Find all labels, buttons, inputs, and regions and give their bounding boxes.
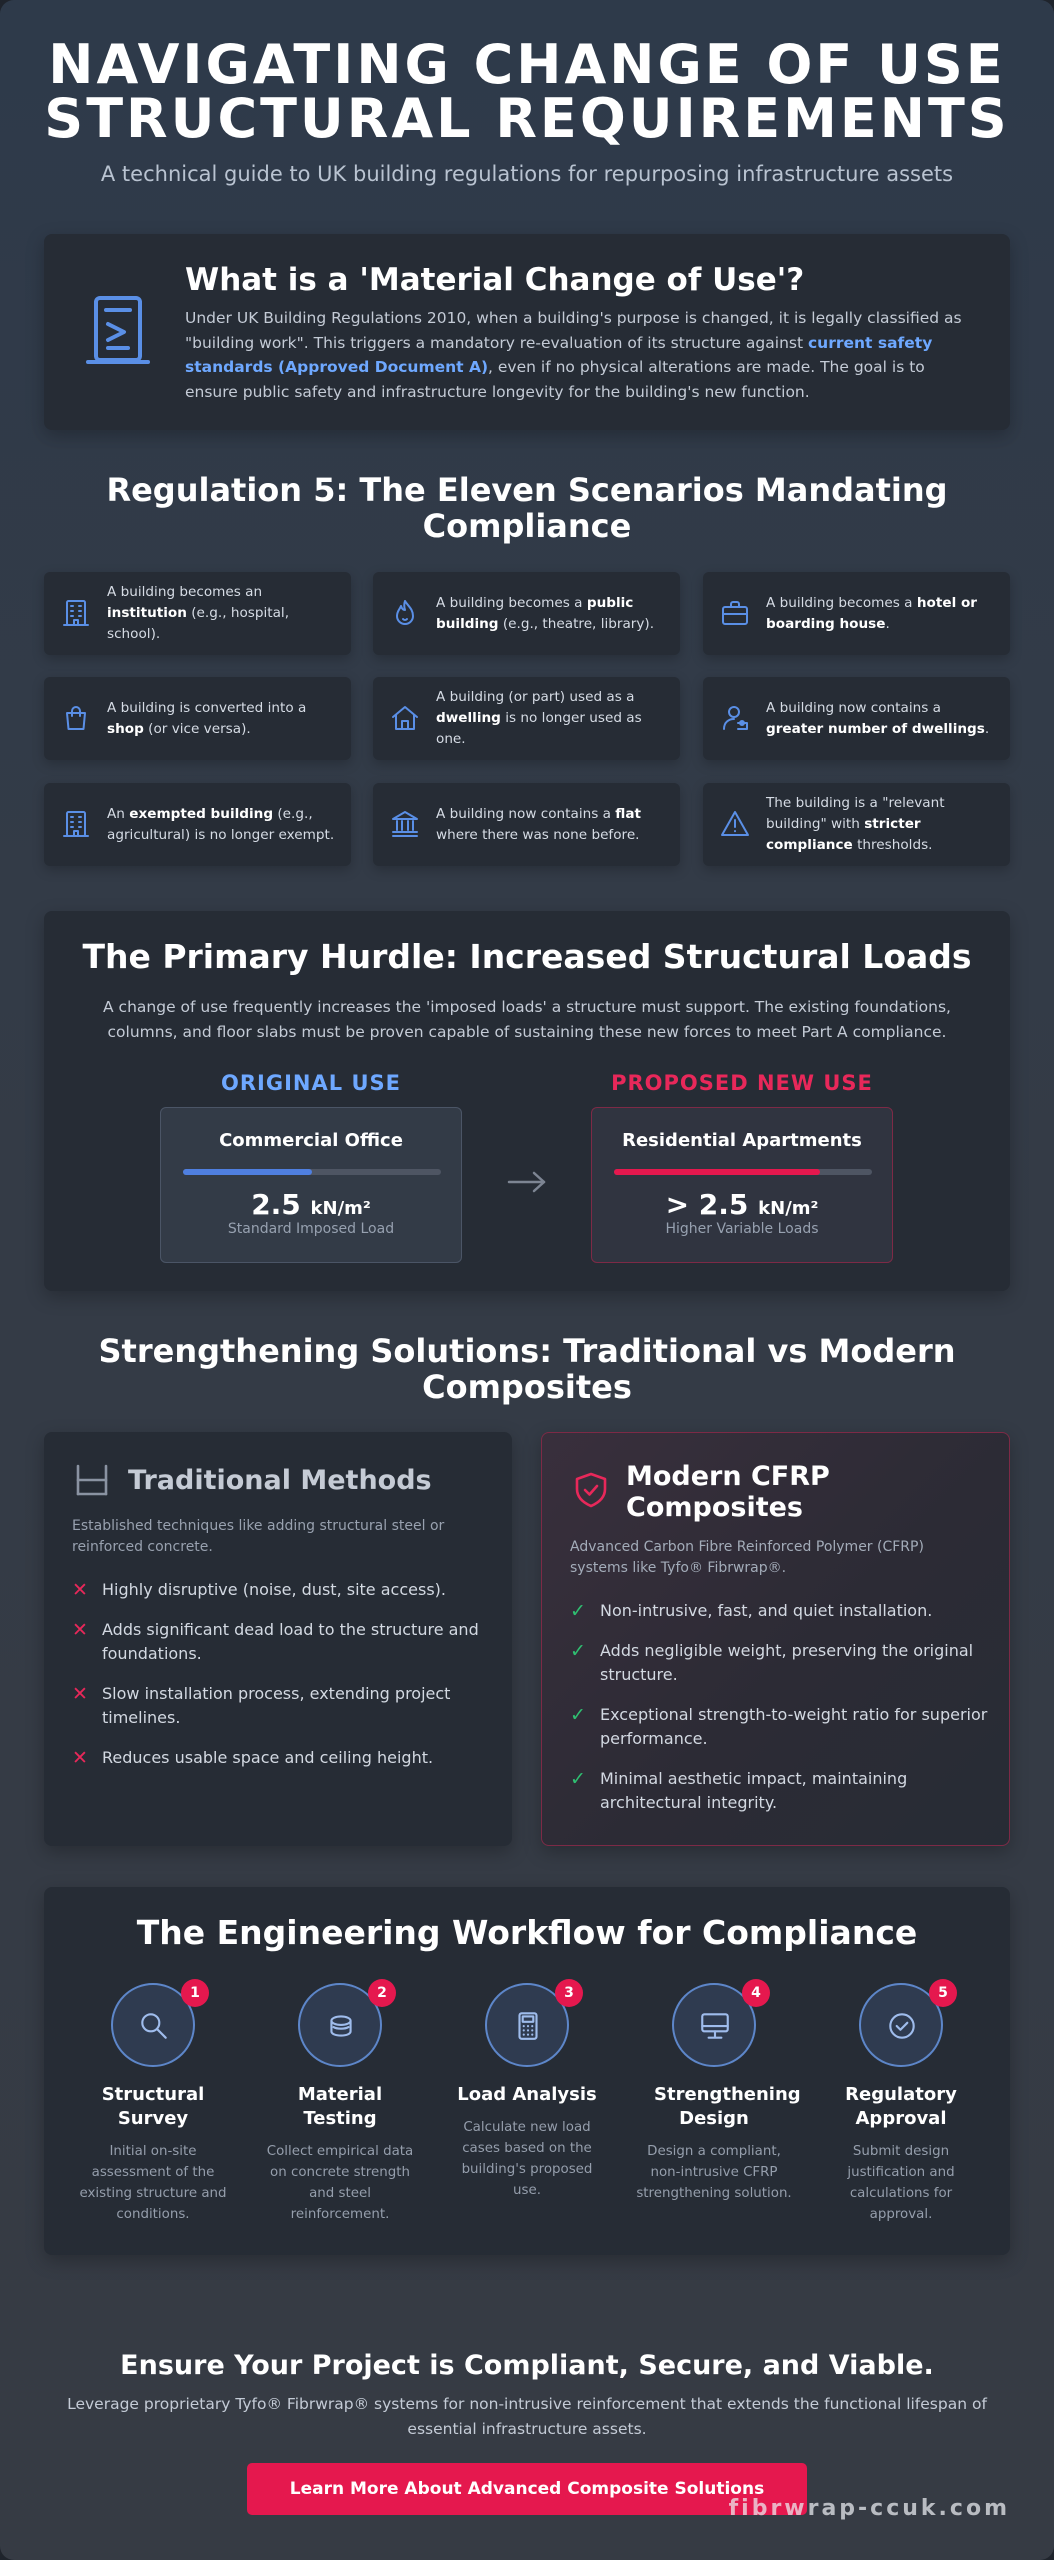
- scenario-card: [703, 677, 1010, 760]
- original-load-bar: [183, 1169, 441, 1175]
- page-subtitle: A technical guide to UK building regulations for repurposing infrastructure assets: [100, 162, 954, 186]
- scenario-card: [373, 783, 680, 866]
- modern-title-line-1: Modern CFRP: [626, 1461, 830, 1492]
- list-item-text: Highly disruptive (noise, dust, site access).: [102, 1580, 446, 1599]
- original-use-label: ORIGINAL USE: [221, 1071, 401, 1095]
- proposed-load-caption: Higher Variable Loads: [665, 1221, 819, 1237]
- check-icon: ✓: [570, 1640, 586, 1662]
- shield-check-icon: [572, 1471, 610, 1509]
- workflow-heading: The Engineering Workflow for Compliance: [136, 1913, 918, 1952]
- scenario-text-part: A building becomes a: [436, 594, 587, 611]
- proposed-use-box: [591, 1107, 893, 1263]
- scenario-text-part: (or vice versa).: [143, 720, 251, 737]
- scenario-text-part: .: [984, 720, 990, 737]
- cross-icon: ✕: [72, 1747, 88, 1769]
- workflow-step-description: Calculate new load cases based on the building's proposed use.: [461, 2120, 593, 2198]
- material-change-card: [44, 234, 1010, 430]
- scenario-card: [44, 677, 351, 760]
- scenario-card: [44, 783, 351, 866]
- scenario-text-part: .: [885, 615, 890, 632]
- scenario-highlight: hotel or boarding house: [766, 594, 978, 632]
- check-icon: ✓: [570, 1768, 586, 1790]
- shopping-bag-icon: [60, 702, 92, 734]
- material-change-text: [185, 306, 980, 404]
- page-title: [0, 33, 1054, 150]
- cta-heading: Ensure Your Project is Compliant, Secure, and Viable.: [120, 2350, 934, 2381]
- traditional-description: Established techniques like adding structural steel or reinforced concrete.: [72, 1518, 445, 1555]
- scenario-card: [703, 783, 1010, 866]
- scenario-highlight: shop: [107, 720, 144, 737]
- workflow-step-description: Submit design justification and calculations for approval.: [847, 2144, 955, 2222]
- scenario-highlight: exempted building: [129, 805, 274, 822]
- scenario-highlight: flat: [615, 805, 642, 822]
- modern-title-line-2: Composites: [626, 1492, 803, 1523]
- material-change-text-part: Under UK Building Regulations 2010, when a building's purpose is changed, it is legally classified as "building work". This triggers a mandatory re-evaluation of its structure against: [185, 309, 962, 352]
- check-icon: ✓: [570, 1704, 586, 1726]
- workflow-step-number: 1: [181, 1979, 209, 2007]
- scenario-text: [766, 572, 998, 655]
- proposed-load-number: > 2.5: [665, 1188, 749, 1221]
- original-use-box: [160, 1107, 462, 1263]
- original-load-number: 2.5: [251, 1188, 301, 1221]
- page-title-line-1: NAVIGATING CHANGE OF USE: [48, 33, 1006, 96]
- list-item-text: Reduces usable space and ceiling height.: [102, 1748, 434, 1767]
- scenario-card: [44, 572, 351, 655]
- cross-icon: ✕: [72, 1619, 88, 1641]
- scenario-text-part: A building becomes a: [766, 594, 917, 611]
- scenario-text-part: where there was none before.: [436, 826, 640, 843]
- workflow-step-number: 2: [368, 1979, 396, 2007]
- scenario-text-part: An: [107, 805, 130, 822]
- original-use-name: Commercial Office: [219, 1130, 403, 1151]
- brand-url[interactable]: fibrwrap-ccuk.com: [728, 2496, 1010, 2521]
- scenario-text-part: The building is a "relevant building" with: [766, 795, 945, 832]
- scenario-text: [107, 572, 339, 655]
- material-change-highlight: current safety standards (Approved Document A): [185, 333, 933, 376]
- original-load-unit: kN/m²: [310, 1198, 371, 1219]
- modern-title: [626, 1461, 830, 1523]
- scenario-text: [436, 783, 668, 866]
- building-icon: [60, 808, 92, 840]
- modern-description: Advanced Carbon Fibre Reinforced Polymer (CFRP) systems like Tyfo® Fibrwrap®.: [570, 1539, 924, 1576]
- list-item-text: Exceptional strength-to-weight ratio for superior performance.: [600, 1705, 988, 1748]
- workflow-step-number: 3: [555, 1979, 583, 2007]
- proposed-load-bar: [614, 1169, 872, 1175]
- workflow-card: [44, 1887, 1010, 2255]
- users-icon: [719, 702, 751, 734]
- scenario-text-part: A building becomes an: [107, 584, 263, 600]
- strengthening-heading: Strengthening Solutions: Traditional vs Modern Composites: [98, 1332, 956, 1406]
- scenario-card: [703, 572, 1010, 655]
- home-icon: [389, 702, 421, 734]
- list-item-text: Minimal aesthetic impact, maintaining architectural integrity.: [600, 1769, 908, 1812]
- loads-description: A change of use frequently increases the 'imposed loads' a structure must support. The existing foundations, columns, and floor slabs must be proven capable of sustaining these new forces to meet Part A compliance.: [103, 998, 951, 1041]
- warning-icon: [719, 808, 751, 840]
- cross-icon: ✕: [72, 1579, 88, 1601]
- list-item-text: Non-intrusive, fast, and quiet installation.: [600, 1601, 933, 1620]
- material-change-text-part: , even if no physical alterations are made. The goal is to ensure public safety and infrastructure longevity for the building's new function.: [185, 358, 925, 401]
- scenario-text-part: (e.g., theatre, library).: [498, 615, 655, 632]
- original-load-bar-fill: [183, 1169, 312, 1175]
- scenario-highlight: stricter compliance: [766, 816, 921, 853]
- scenario-text-part: (e.g., hospital, school).: [107, 605, 290, 642]
- beam-icon: [74, 1462, 110, 1498]
- scenario-highlight: public building: [436, 594, 634, 632]
- scenario-text: [107, 783, 339, 866]
- proposed-use-label: PROPOSED NEW USE: [611, 1071, 873, 1095]
- scenario-text-part: A building now contains a: [766, 699, 941, 716]
- cross-icon: ✕: [72, 1683, 88, 1705]
- proposed-load-value: [592, 1188, 892, 1221]
- scenario-card: [373, 572, 680, 655]
- scenario-text-part: A building is converted into a: [107, 699, 307, 716]
- loads-heading: The Primary Hurdle: Increased Structural Loads: [82, 937, 972, 976]
- building-document-icon: [78, 292, 158, 372]
- list-item-text: Adds significant dead load to the structure and foundations.: [102, 1620, 479, 1663]
- scenario-text: [766, 677, 998, 760]
- scenario-text: [107, 677, 339, 760]
- learn-more-button[interactable]: Learn More About Advanced Composite Solutions: [247, 2463, 807, 2515]
- workflow-step-description: Design a compliant, non-intrusive CFRP strengthening solution.: [636, 2144, 792, 2201]
- scenario-text-part: is no longer used as one.: [436, 710, 642, 747]
- check-icon: ✓: [570, 1600, 586, 1622]
- scenario-text: [436, 677, 668, 760]
- proposed-use-name: Residential Apartments: [622, 1130, 862, 1151]
- scenario-text-part: A building now contains a: [436, 805, 616, 822]
- traditional-title: Traditional Methods: [128, 1465, 432, 1496]
- proposed-load-unit: kN/m²: [758, 1198, 819, 1219]
- scenario-text: [436, 572, 668, 655]
- proposed-load-bar-fill: [614, 1169, 820, 1175]
- page-title-line-2: STRUCTURAL REQUIREMENTS: [44, 87, 1010, 150]
- workflow-step-number: 5: [929, 1979, 957, 2007]
- workflow-step-title: Material Testing: [297, 2084, 383, 2129]
- workflow-step-title: Regulatory Approval: [845, 2084, 957, 2129]
- scenario-highlight: dwelling: [436, 710, 501, 726]
- workflow-step-title: Load Analysis: [457, 2084, 597, 2105]
- arrow-right-icon: [506, 1167, 548, 1197]
- original-load-caption: Standard Imposed Load: [227, 1221, 395, 1237]
- workflow-step-number: 4: [742, 1979, 770, 2007]
- briefcase-icon: [719, 597, 751, 629]
- scenario-highlight: greater number of dwellings: [766, 720, 985, 737]
- original-load-value: [161, 1188, 461, 1221]
- workflow-step-description: Collect empirical data on concrete strength and steel reinforcement.: [266, 2144, 414, 2222]
- cta-text: Leverage proprietary Tyfo® Fibrwrap® systems for non-intrusive reinforcement that extends the functional lifespan of essential infrastructure assets.: [67, 2395, 987, 2438]
- material-change-heading: What is a 'Material Change of Use'?: [185, 262, 805, 298]
- building-icon: [60, 597, 92, 629]
- flame-icon: [389, 597, 421, 629]
- workflow-step-title: Strengthening Design: [654, 2084, 801, 2129]
- traditional-methods-card: [44, 1432, 512, 1846]
- list-item-text: Adds negligible weight, preserving the original structure.: [600, 1641, 974, 1684]
- structural-loads-card: [44, 911, 1010, 1291]
- workflow-step-title: Structural Survey: [101, 2084, 205, 2129]
- scenario-text: [766, 783, 998, 866]
- bank-icon: [389, 808, 421, 840]
- workflow-step-description: Initial on-site assessment of the existing structure and conditions.: [79, 2144, 227, 2222]
- scenario-highlight: institution: [107, 605, 187, 621]
- scenario-card: [373, 677, 680, 760]
- regulation-heading: Regulation 5: The Eleven Scenarios Mandating Compliance: [106, 471, 948, 545]
- scenario-text-part: A building (or part) used as a: [436, 689, 635, 705]
- scenario-text-part: thresholds.: [852, 837, 933, 853]
- modern-cfrp-card: [541, 1432, 1010, 1846]
- list-item-text: Slow installation process, extending project timelines.: [102, 1684, 451, 1727]
- scenario-text-part: (e.g., agricultural) is no longer exempt.: [107, 805, 335, 843]
